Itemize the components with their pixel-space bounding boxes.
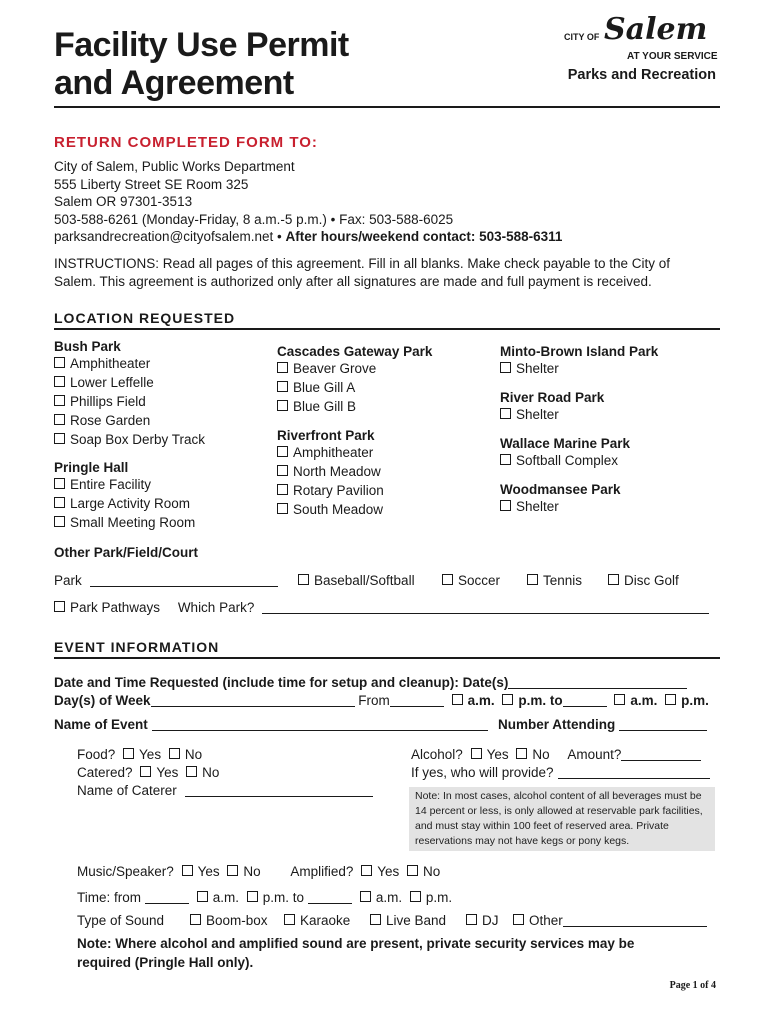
checkbox[interactable]	[298, 574, 309, 585]
amount-label: Amount?	[567, 747, 622, 762]
pm-to-label: p.m. to	[518, 693, 563, 708]
no-label: No	[184, 747, 203, 762]
city-logo	[560, 14, 720, 86]
checkbox[interactable]	[277, 503, 288, 514]
cascades-title: Cascades Gateway Park	[277, 344, 433, 359]
food-row	[77, 745, 202, 764]
minto-shelter-option[interactable]	[500, 359, 658, 378]
checkbox[interactable]	[54, 601, 65, 612]
option-label: Park Pathways	[70, 600, 161, 615]
bush-park-title: Bush Park	[54, 339, 121, 354]
event-heading: EVENT INFORMATION	[54, 639, 220, 655]
wallace-group	[500, 436, 630, 470]
security-note-line: required (Pringle Hall only).	[77, 955, 254, 970]
which-park-label: Which Park?	[177, 600, 255, 615]
instructions	[54, 255, 670, 290]
checkbox[interactable]	[54, 497, 65, 508]
sound-type-row	[77, 911, 720, 930]
pm-checkbox[interactable]	[247, 891, 258, 902]
woodmansee-group	[500, 482, 621, 516]
wallace-softball-option[interactable]	[500, 451, 630, 470]
alcohol-yes-checkbox[interactable]	[471, 748, 482, 759]
riverfront-title: Riverfront Park	[277, 428, 375, 443]
number-attending-label: Number Attending	[498, 717, 616, 732]
from-time-field[interactable]	[390, 692, 444, 707]
bush-park-group	[54, 339, 205, 449]
days-of-week-field[interactable]	[151, 692, 355, 707]
return-form-heading: RETURN COMPLETED FORM TO:	[54, 134, 318, 151]
page-title	[54, 26, 349, 102]
security-note	[77, 934, 634, 972]
name-of-event-label: Name of Event	[54, 717, 148, 732]
address-line: City of Salem, Public Works Department	[54, 159, 295, 174]
date-row	[54, 673, 687, 692]
option-label: Soccer	[458, 573, 501, 588]
location-heading: LOCATION REQUESTED	[54, 310, 236, 326]
karaoke-option[interactable]	[284, 911, 350, 930]
bush-amphitheater-option[interactable]	[54, 354, 205, 373]
day-row	[54, 691, 709, 710]
page-number: Page 1 of 4	[669, 980, 716, 991]
date-time-label: Date and Time Requested (include time for setup and cleanup): Date(s)	[54, 675, 509, 690]
option-label: South Meadow	[293, 502, 384, 517]
music-row	[77, 862, 440, 881]
after-hours-contact: After hours/weekend contact: 503-588-6311	[285, 229, 563, 244]
caterer-row	[77, 781, 373, 800]
other-sound-field[interactable]	[563, 912, 707, 927]
time-from-label: Time: from	[77, 890, 141, 905]
pm-checkbox[interactable]	[665, 694, 676, 705]
provider-row	[411, 763, 710, 782]
option-label: Soap Box Derby Track	[70, 432, 206, 447]
river-road-group	[500, 390, 604, 424]
tennis-option[interactable]	[527, 571, 582, 590]
checkbox[interactable]	[277, 381, 288, 392]
to-time-field[interactable]	[563, 692, 607, 707]
option-label: Softball Complex	[516, 453, 619, 468]
music-yes-checkbox[interactable]	[182, 865, 193, 876]
catered-label: Catered?	[77, 765, 133, 780]
checkbox[interactable]	[54, 433, 65, 444]
option-label: Blue Gill B	[293, 399, 357, 414]
am-label: a.m.	[212, 890, 240, 905]
alcohol-no-checkbox[interactable]	[516, 748, 527, 759]
am-label: a.m.	[630, 693, 658, 708]
option-label: Entire Facility	[70, 477, 152, 492]
checkbox[interactable]	[277, 362, 288, 373]
pm-to-label: p.m. to	[262, 890, 305, 905]
riverfront-north-meadow-option[interactable]	[277, 462, 384, 481]
option-label: Rose Garden	[70, 413, 151, 428]
title-line-1: Facility Use Permit	[54, 26, 349, 64]
am-checkbox[interactable]	[452, 694, 463, 705]
pringle-large-room-option[interactable]	[54, 494, 195, 513]
am-checkbox[interactable]	[197, 891, 208, 902]
woodmansee-title: Woodmansee Park	[500, 482, 621, 497]
amplified-label: Amplified?	[290, 864, 354, 879]
option-label: DJ	[482, 913, 499, 928]
bush-soap-box-option[interactable]	[54, 430, 205, 449]
logo-department: Parks and Recreation	[567, 67, 716, 83]
music-label: Music/Speaker?	[77, 864, 174, 879]
option-label: North Meadow	[293, 464, 381, 479]
other-park-row	[54, 571, 720, 590]
food-label: Food?	[77, 747, 116, 762]
park-pathways-option[interactable]	[54, 600, 160, 615]
days-of-week-label: Day(s) of Week	[54, 693, 151, 708]
pringle-small-room-option[interactable]	[54, 513, 195, 532]
pringle-hall-title: Pringle Hall	[54, 460, 129, 475]
caterer-name-field[interactable]	[185, 782, 373, 797]
disc-golf-option[interactable]	[608, 571, 679, 590]
pm-label: p.m.	[681, 693, 709, 708]
event-name-row	[54, 715, 720, 734]
checkbox[interactable]	[370, 914, 381, 925]
event-name-field[interactable]	[152, 716, 488, 731]
option-label: Phillips Field	[70, 394, 146, 409]
number-attending-group	[498, 715, 707, 734]
checkbox[interactable]	[277, 400, 288, 411]
checkbox[interactable]	[54, 414, 65, 425]
yes-label: Yes	[139, 747, 162, 762]
location-divider	[54, 328, 720, 330]
bush-phillips-field-option[interactable]	[54, 392, 205, 411]
title-line-2: and Agreement	[54, 64, 294, 102]
checkbox[interactable]	[608, 574, 619, 585]
alcohol-label: Alcohol?	[411, 747, 463, 762]
type-of-sound-label: Type of Sound	[77, 913, 165, 928]
checkbox[interactable]	[190, 914, 201, 925]
am-label: a.m.	[467, 693, 495, 708]
no-label: No	[532, 747, 550, 762]
sound-to-field[interactable]	[308, 889, 352, 904]
option-label: Shelter	[516, 499, 559, 514]
checkbox[interactable]	[54, 395, 65, 406]
title-divider	[54, 106, 720, 108]
no-label: No	[422, 864, 441, 879]
baseball-option[interactable]	[298, 571, 415, 590]
logo-salem-script: Salem	[604, 12, 708, 47]
provider-field[interactable]	[558, 764, 710, 779]
option-label: Large Activity Room	[70, 496, 191, 511]
logo-city-of: CITY OF	[564, 32, 600, 42]
checkbox[interactable]	[466, 914, 477, 925]
checkbox[interactable]	[527, 574, 538, 585]
checkbox[interactable]	[277, 446, 288, 457]
event-divider	[54, 657, 720, 659]
riverfront-amphitheater-option[interactable]	[277, 443, 384, 462]
checkbox[interactable]	[54, 376, 65, 387]
sound-time-row	[77, 888, 452, 907]
wallace-title: Wallace Marine Park	[500, 436, 631, 451]
dj-option[interactable]	[466, 911, 499, 930]
address-line: 555 Liberty Street SE Room 325	[54, 176, 249, 192]
instructions-line: INSTRUCTIONS: Read all pages of this agreement. Fill in all blanks. Make check payable to the City of	[54, 256, 671, 271]
who-provide-label: If yes, who will provide?	[411, 765, 554, 780]
am-checkbox[interactable]	[614, 694, 625, 705]
email-address: parksandrecreation@cityofsalem.net •	[54, 229, 286, 244]
catered-no-checkbox[interactable]	[186, 766, 197, 777]
checkbox[interactable]	[500, 362, 511, 373]
soccer-option[interactable]	[442, 571, 500, 590]
option-label: Boom-box	[206, 913, 268, 928]
option-label: Lower Leffelle	[70, 375, 154, 390]
am-label: a.m.	[375, 890, 403, 905]
other-park-title: Other Park/Field/Court	[54, 545, 199, 560]
checkbox[interactable]	[500, 454, 511, 465]
park-name-field[interactable]	[90, 572, 278, 587]
instructions-line: Salem. This agreement is authorized only after all signatures are made and full payment is received.	[54, 273, 652, 289]
other-sound-option[interactable]	[513, 911, 707, 930]
cascades-group	[277, 344, 432, 416]
dates-field[interactable]	[508, 674, 687, 689]
checkbox[interactable]	[277, 484, 288, 495]
amount-field[interactable]	[621, 746, 701, 761]
pm-checkbox[interactable]	[502, 694, 513, 705]
alcohol-row	[411, 745, 701, 764]
option-label: Shelter	[516, 407, 559, 422]
option-label: Blue Gill A	[293, 380, 356, 395]
woodmansee-shelter-option[interactable]	[500, 497, 621, 516]
yes-label: Yes	[377, 864, 400, 879]
checkbox[interactable]	[54, 357, 65, 368]
checkbox[interactable]	[500, 408, 511, 419]
riverfront-south-meadow-option[interactable]	[277, 500, 384, 519]
sound-from-field[interactable]	[145, 889, 189, 904]
cascades-beaver-grove-option[interactable]	[277, 359, 432, 378]
bush-lower-leffelle-option[interactable]	[54, 373, 205, 392]
cascades-blue-gill-b-option[interactable]	[277, 397, 432, 416]
no-label: No	[243, 864, 261, 879]
pringle-entire-facility-option[interactable]	[54, 475, 195, 494]
option-label: Amphitheater	[293, 445, 374, 460]
checkbox[interactable]	[513, 914, 524, 925]
option-label: Rotary Pavilion	[293, 483, 384, 498]
address-line: Salem OR 97301-3513	[54, 194, 193, 209]
park-label: Park	[54, 573, 82, 588]
pathways-row	[54, 598, 709, 617]
option-label: Live Band	[386, 913, 447, 928]
pm-label: p.m.	[425, 890, 453, 905]
no-label: No	[202, 765, 220, 780]
option-label: Shelter	[516, 361, 559, 376]
riverfront-rotary-pavilion-option[interactable]	[277, 481, 384, 500]
catered-row	[77, 763, 219, 782]
phone-fax-line: 503-588-6261 (Monday-Friday, 8 a.m.-5 p.m.) • Fax: 503-588-6025	[54, 211, 454, 227]
which-park-field[interactable]	[262, 599, 709, 614]
pringle-hall-group	[54, 460, 195, 532]
yes-label: Yes	[156, 765, 179, 780]
number-attending-field[interactable]	[619, 716, 707, 731]
music-no-checkbox[interactable]	[227, 865, 238, 876]
option-label: Other	[529, 913, 563, 928]
from-label: From	[358, 693, 390, 708]
cascades-blue-gill-a-option[interactable]	[277, 378, 432, 397]
option-label: Disc Golf	[624, 573, 679, 588]
checkbox[interactable]	[442, 574, 453, 585]
option-label: Karaoke	[300, 913, 351, 928]
boombox-option[interactable]	[190, 911, 268, 930]
minto-group	[500, 344, 658, 378]
river-road-title: River Road Park	[500, 390, 605, 405]
river-road-shelter-option[interactable]	[500, 405, 604, 424]
am-checkbox[interactable]	[360, 891, 371, 902]
option-label: Baseball/Softball	[314, 573, 415, 588]
food-no-checkbox[interactable]	[169, 748, 180, 759]
yes-label: Yes	[197, 864, 220, 879]
checkbox[interactable]	[54, 478, 65, 489]
riverfront-group	[277, 428, 384, 519]
option-label: Beaver Grove	[293, 361, 377, 376]
caterer-label: Name of Caterer	[77, 783, 177, 798]
return-address	[54, 158, 562, 246]
catered-yes-checkbox[interactable]	[140, 766, 151, 777]
minto-title: Minto-Brown Island Park	[500, 344, 659, 359]
food-yes-checkbox[interactable]	[123, 748, 134, 759]
bush-rose-garden-option[interactable]	[54, 411, 205, 430]
checkbox[interactable]	[54, 516, 65, 527]
logo-tagline: AT YOUR SERVICE	[627, 51, 718, 62]
option-label: Amphitheater	[70, 356, 151, 371]
live-band-option[interactable]	[370, 911, 446, 930]
option-label: Tennis	[543, 573, 583, 588]
yes-label: Yes	[486, 747, 509, 762]
amplified-no-checkbox[interactable]	[407, 865, 418, 876]
checkbox[interactable]	[284, 914, 295, 925]
alcohol-note: Note: In most cases, alcohol content of all beverages must be 14 percent or less, is only allowed at reservable park facilities, and must stay within 100 feet of reserved area. Private reservations may not have kegs or pony kegs.	[409, 787, 715, 851]
amplified-yes-checkbox[interactable]	[361, 865, 372, 876]
pm-checkbox[interactable]	[410, 891, 421, 902]
checkbox[interactable]	[277, 465, 288, 476]
option-label: Small Meeting Room	[70, 515, 196, 530]
checkbox[interactable]	[500, 500, 511, 511]
security-note-line: Note: Where alcohol and amplified sound are present, private security services may be	[77, 936, 635, 951]
